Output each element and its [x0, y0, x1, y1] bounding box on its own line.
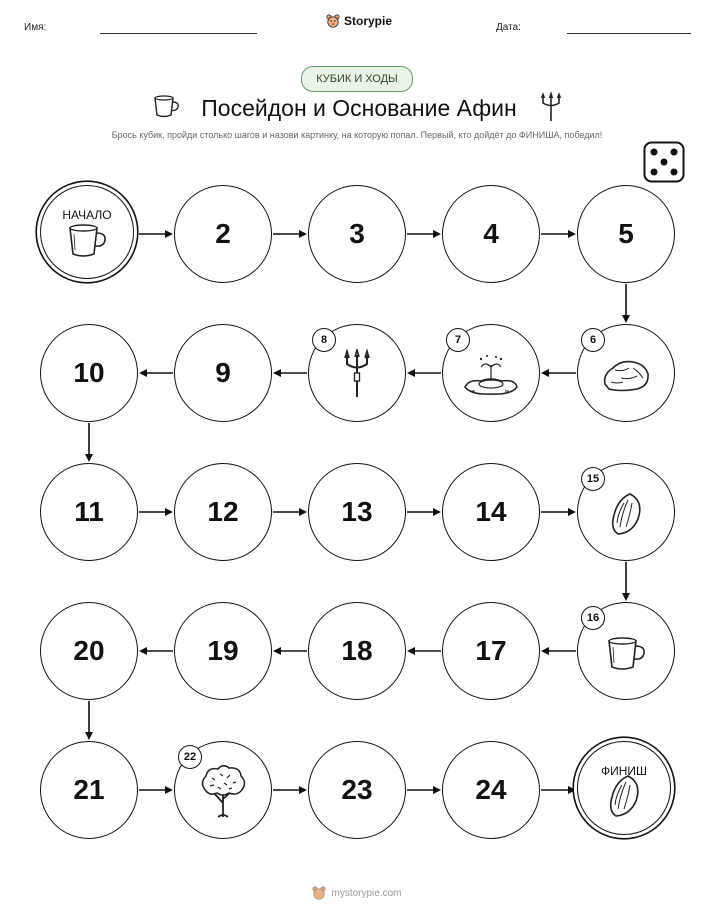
- space-number: 14: [475, 496, 507, 527]
- board-space-14: [442, 463, 540, 561]
- space-number: 10: [73, 357, 105, 388]
- space-number-badge: 16: [581, 606, 605, 630]
- arrow-head: [407, 647, 415, 655]
- footer-url[interactable]: mystorypie.com: [331, 887, 402, 899]
- arrow-head: [165, 508, 173, 516]
- trident-icon: [342, 349, 372, 406]
- arrow-head: [139, 647, 147, 655]
- board-space-20: [40, 602, 138, 700]
- board-space-12: [174, 463, 272, 561]
- start-label: НАЧАЛО: [62, 208, 112, 222]
- arrow-head: [541, 647, 549, 655]
- board-space-5: [577, 185, 675, 283]
- space-number: 2: [215, 218, 231, 249]
- space-number: 17: [475, 635, 507, 666]
- space-number: 4: [483, 218, 499, 249]
- bear-logo-icon: [312, 886, 326, 900]
- space-number-badge: 6: [581, 328, 605, 352]
- space-number: 18: [341, 635, 373, 666]
- finish-space: [577, 741, 671, 835]
- space-number-badge: 22: [178, 745, 202, 769]
- arrow-head: [433, 786, 441, 794]
- arrow-head: [568, 230, 576, 238]
- arrow-head: [85, 454, 93, 462]
- arrow-head: [433, 230, 441, 238]
- space-number-badge: 7: [446, 328, 470, 352]
- board-space-15: [577, 463, 675, 561]
- arrow-head: [273, 369, 281, 377]
- date-label: Дата:: [496, 22, 521, 33]
- board-space-10: [40, 324, 138, 422]
- space-number-badge: 15: [581, 467, 605, 491]
- board-space-8: [308, 324, 406, 422]
- arrow-head: [299, 786, 307, 794]
- arrow-head: [622, 315, 630, 323]
- game-type-tag: КУБИК И ХОДЫ: [301, 66, 413, 92]
- space-number: 12: [207, 496, 239, 527]
- board-space-16: [577, 602, 675, 700]
- almond-icon: [608, 491, 644, 542]
- arrow-head: [622, 593, 630, 601]
- footer: [0, 886, 714, 900]
- spring-icon: [461, 353, 521, 402]
- arrow-head: [299, 508, 307, 516]
- board-space-11: [40, 463, 138, 561]
- start-space: [40, 185, 134, 279]
- arrow-head: [165, 786, 173, 794]
- board-space-19: [174, 602, 272, 700]
- space-number-badge: 8: [312, 328, 336, 352]
- board-space-4: [442, 185, 540, 283]
- instructions: Брось кубик, пройди столько шагов и назови картинку, на которую попал. Первый, кто дойдёт до ФИНИША, победил!: [111, 130, 603, 140]
- cup-icon: [604, 633, 648, 678]
- arrow-head: [85, 732, 93, 740]
- arrow-head: [273, 647, 281, 655]
- cup-icon: [65, 220, 109, 265]
- board-space-22: [174, 741, 272, 839]
- arrow-head: [299, 230, 307, 238]
- space-number: 3: [349, 218, 365, 249]
- arrow-head: [139, 369, 147, 377]
- space-number: 11: [74, 496, 104, 527]
- space-number: 13: [341, 496, 373, 527]
- space-number: 9: [215, 357, 231, 388]
- board-space-24: [442, 741, 540, 839]
- title-text: Посейдон и Основание Афин: [201, 95, 517, 121]
- logo-text: Storypie: [344, 14, 393, 28]
- finish-label: ФИНИШ: [600, 764, 648, 778]
- board-space-2: [174, 185, 272, 283]
- space-number: 21: [73, 774, 105, 805]
- arrow-head: [165, 230, 173, 238]
- arrow-head: [407, 369, 415, 377]
- rock-icon: [601, 356, 651, 399]
- arrow-head: [568, 786, 576, 794]
- board-space-21: [40, 741, 138, 839]
- arrow-head: [541, 369, 549, 377]
- almond-icon: [606, 773, 642, 824]
- name-label: Имя:: [24, 22, 47, 33]
- olive-tree-icon: [196, 763, 250, 826]
- board-space-6: [577, 324, 675, 422]
- space-number: 5: [618, 218, 634, 249]
- board-space-7: [442, 324, 540, 422]
- arrow-head: [568, 508, 576, 516]
- board-space-23: [308, 741, 406, 839]
- board-space-3: [308, 185, 406, 283]
- space-number: 24: [475, 774, 507, 805]
- space-number: 20: [73, 635, 105, 666]
- space-number: 23: [341, 774, 373, 805]
- arrow-head: [433, 508, 441, 516]
- board-space-13: [308, 463, 406, 561]
- board-space-17: [442, 602, 540, 700]
- space-number: 19: [207, 635, 239, 666]
- board-space-9: [174, 324, 272, 422]
- board-space-18: [308, 602, 406, 700]
